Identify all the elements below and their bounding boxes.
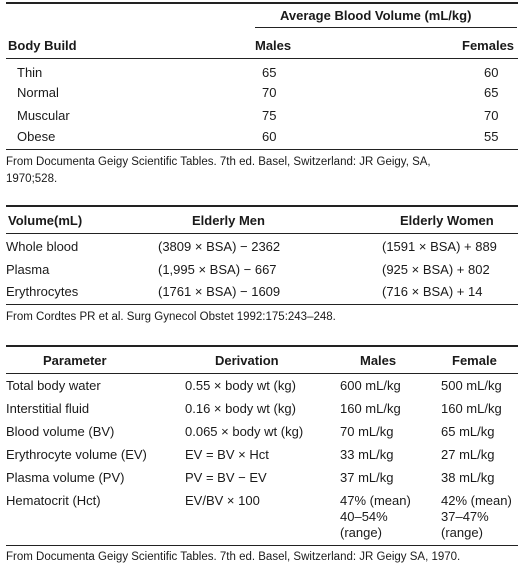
table2-col-elderly-women: Elderly Women	[400, 213, 494, 228]
table2-top-rule	[6, 205, 518, 207]
table1-row-label: Muscular	[17, 108, 70, 123]
table3-row-female: 42% (mean)	[441, 493, 512, 508]
table3-row-derivation: PV = BV − EV	[185, 470, 267, 485]
table1-source-line1: From Documenta Geigy Scientific Tables. 7th ed. Basel, Switzerland: JR Geigy, SA,	[6, 156, 431, 168]
table3-row-males: 47% (mean)	[340, 493, 411, 508]
table2-row-label: Erythrocytes	[6, 284, 79, 299]
table3-row-female: 65 mL/kg	[441, 424, 495, 439]
table3-row-derivation: EV/BV × 100	[185, 493, 260, 508]
table3-row-female: 160 mL/kg	[441, 401, 502, 416]
table1-col-females: Females	[462, 38, 515, 53]
table1-row-males: 65	[262, 65, 277, 80]
table2-bottom-rule	[6, 304, 518, 305]
table3-row-derivation: 0.55 × body wt (kg)	[185, 378, 296, 393]
table1-top-rule	[6, 2, 518, 4]
table3-row-parameter: Hematocrit (Hct)	[6, 493, 101, 508]
table1-row-females: 60	[484, 65, 499, 80]
table3-row-parameter: Blood volume (BV)	[6, 424, 115, 439]
table3-row-female: 38 mL/kg	[441, 470, 495, 485]
table1-group-underline	[255, 27, 517, 28]
table3-row-female: 27 mL/kg	[441, 447, 495, 462]
table2-col-elderly-men: Elderly Men	[192, 213, 265, 228]
table1-row-males: 60	[262, 129, 277, 144]
table2-source: From Cordtes PR et al. Surg Gynecol Obstet 1992:175:243–248.	[6, 311, 336, 323]
table1-header-rule	[6, 58, 518, 59]
table3-row-parameter: Erythrocyte volume (EV)	[6, 447, 147, 462]
table3-hct-males-range-note: (range)	[340, 525, 382, 540]
table3-col-parameter: Parameter	[43, 353, 107, 368]
table1-group-header: Average Blood Volume (mL/kg)	[280, 8, 472, 23]
table1-row-females: 65	[484, 85, 499, 100]
table3-row-males: 37 mL/kg	[340, 470, 394, 485]
table2-row-women: (925 × BSA) + 802	[382, 262, 490, 277]
table1-row-label: Normal	[17, 85, 59, 100]
table1-row-females: 70	[484, 108, 499, 123]
table3-hct-female-range: 37–47%	[441, 509, 489, 524]
table3-col-males: Males	[360, 353, 397, 368]
table3-row-males: 160 mL/kg	[340, 401, 401, 416]
table3-row-derivation: 0.16 × body wt (kg)	[185, 401, 296, 416]
table2-row-label: Plasma	[6, 262, 50, 277]
table2-row-men: (1761 × BSA) − 1609	[158, 284, 281, 299]
table2-row-men: (1,995 × BSA) − 667	[158, 262, 277, 277]
table1-col-body-build: Body Build	[8, 38, 77, 53]
table3-top-rule	[6, 345, 518, 347]
table2-row-women: (1591 × BSA) + 889	[382, 239, 497, 254]
table2-row-men: (3809 × BSA) − 2362	[158, 239, 281, 254]
table2-row-women: (716 × BSA) + 14	[382, 284, 483, 299]
table3-row-males: 33 mL/kg	[340, 447, 394, 462]
table3-row-derivation: 0.065 × body wt (kg)	[185, 424, 304, 439]
table1-source-line2: 1970;528.	[6, 173, 58, 185]
table2-row-label: Whole blood	[6, 239, 79, 254]
table3-col-derivation: Derivation	[215, 353, 279, 368]
table1-row-males: 70	[262, 85, 277, 100]
table3-hct-female-range-note: (range)	[441, 525, 483, 540]
table3-row-parameter: Interstitial fluid	[6, 401, 90, 416]
table3-row-males: 600 mL/kg	[340, 378, 401, 393]
table1-bottom-rule	[6, 149, 518, 150]
table3-bottom-rule	[6, 545, 518, 546]
table1-row-label: Thin	[17, 65, 43, 80]
table1-row-males: 75	[262, 108, 277, 123]
table1-row-females: 55	[484, 129, 499, 144]
table3-col-female: Female	[452, 353, 497, 368]
table3-source: From Documenta Geigy Scientific Tables. 7th ed. Basel, Switzerland: JR Geigy SA, 1970.	[6, 551, 461, 563]
table1-col-males: Males	[255, 38, 292, 53]
table3-header-rule	[6, 373, 518, 374]
table3-hct-males-range: 40–54%	[340, 509, 388, 524]
table3-row-males: 70 mL/kg	[340, 424, 394, 439]
table3-row-parameter: Plasma volume (PV)	[6, 470, 125, 485]
table3-row-derivation: EV = BV × Hct	[185, 447, 269, 462]
table1-row-label: Obese	[17, 129, 56, 144]
table3-row-parameter: Total body water	[6, 378, 101, 393]
table2-header-rule	[6, 233, 518, 234]
table2-col-volume: Volume(mL)	[8, 213, 83, 228]
table3-row-female: 500 mL/kg	[441, 378, 502, 393]
